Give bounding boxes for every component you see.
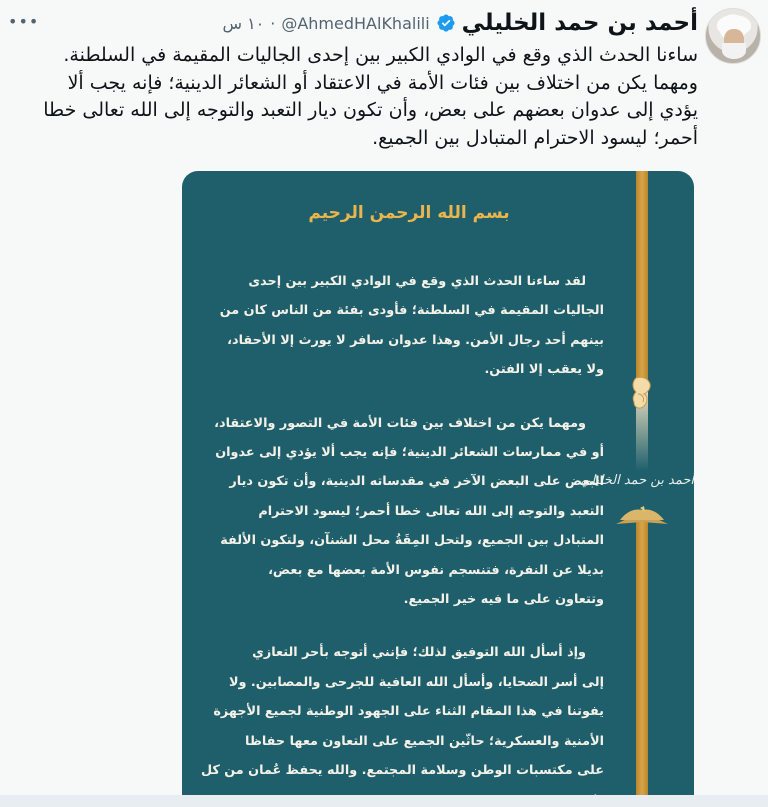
separator-dot: · xyxy=(270,13,276,33)
letter-line: إلى أسر الضحايا، وأسأل الله العافية للجرحى والمصابين. ولا xyxy=(228,674,604,690)
letter-line: ولا يعقب إلا الفتن. xyxy=(484,362,604,378)
letter-line: الجاليات المقيمة في السلطنة؛ فأودى بفئة من الناس كان من xyxy=(219,303,604,319)
letter-line: المتبادل بين الجميع، ولتحل المِقَةُ محل الشنآن، ولتكون الألفة xyxy=(220,533,604,549)
letter-line: لقد ساءنا الحدث الذي وقع في الوادي الكبير بين إحدى xyxy=(248,274,586,289)
statement-letter xyxy=(200,267,604,807)
tweet-text xyxy=(8,42,698,152)
letter-line: بديلا عن النفرة، فتنسجم نفوس الأمة بعضها مع بعض، xyxy=(268,562,604,578)
clasped-hands-icon xyxy=(626,376,656,412)
letter-paragraph xyxy=(200,638,604,807)
tweet-header xyxy=(222,8,698,38)
letter-paragraph xyxy=(214,409,604,615)
basmala-heading: بسم الله الرحمن الرحيم xyxy=(308,203,510,223)
tweet-media-image[interactable] xyxy=(182,171,694,807)
letter-line: يفوتنا في هذا المقام الثناء على الجهود الوطنية لجميع الأجهزة xyxy=(213,704,604,720)
letter-line: وتتعاون على ما فيه خير الجميع. xyxy=(403,592,604,608)
letter-line: التعبد والتوجه إلى الله تعالى خطا أحمر؛ ليسود الاحترام xyxy=(258,503,604,519)
letter-line: بينهم أحد رجال الأمن. وهذا عدوان سافر لا يورث إلا الأحقاد، xyxy=(227,332,604,348)
author-display-name[interactable]: أحمد بن حمد الخليلي xyxy=(461,10,698,36)
more-options-icon[interactable]: ••• xyxy=(8,12,40,31)
tweet-text-line: ساءنا الحدث الذي وقع في الوادي الكبير بين إحدى الجاليات المقيمة في السلطنة. xyxy=(63,44,698,66)
letter-line: على مكتسبات الوطن وسلامة المجتمع. والله يحفظ عُمان من كل xyxy=(200,763,604,779)
tweet-text-line: يؤدي إلى عدوان بعضهم على بعض، وأن تكون ديار التعبد والتوجه إلى الله تعالى خطا xyxy=(43,99,698,121)
letter-line: أو في ممارسات الشعائر الدينية؛ فإنه يجب ألا يؤدي إلى عدوان xyxy=(215,445,604,461)
bottom-divider xyxy=(0,795,768,807)
calligraphy-signature: أحمد بن حمد الخليلي xyxy=(580,473,694,488)
verified-badge-icon xyxy=(436,13,456,33)
letter-line: البعض على البعض الآخر في مقدساته الدينية، وأن تكون ديار xyxy=(229,474,604,490)
author-avatar[interactable] xyxy=(705,8,761,64)
tweet-timestamp[interactable]: ١٠ س xyxy=(222,13,265,33)
letter-line: وإذ أسأل الله التوفيق لذلك؛ فإنني أتوجه بأحر التعازي xyxy=(252,645,586,661)
author-handle[interactable]: @AhmedHAlKhalili xyxy=(281,13,430,33)
letter-line: ومهما يكن من اختلاف بين فئات الأمة في التصور والاعتقاد، xyxy=(214,415,586,431)
letter-line: الأمنية والعسكرية؛ حاثّين الجميع على التعاون معها حفاظا xyxy=(245,733,604,749)
tweet-text-line: أحمر؛ ليسود الاحترام المتبادل بين الجميع. xyxy=(372,126,698,149)
tweet-text-line: ومهما يكن من اختلاف بين فئات الأمة في الاعتقاد أو الشعائر الدينية؛ فإنه يجب ألا xyxy=(67,71,698,94)
open-book-icon xyxy=(612,506,672,528)
letter-paragraph xyxy=(219,267,604,385)
avatar-beard xyxy=(722,43,746,59)
